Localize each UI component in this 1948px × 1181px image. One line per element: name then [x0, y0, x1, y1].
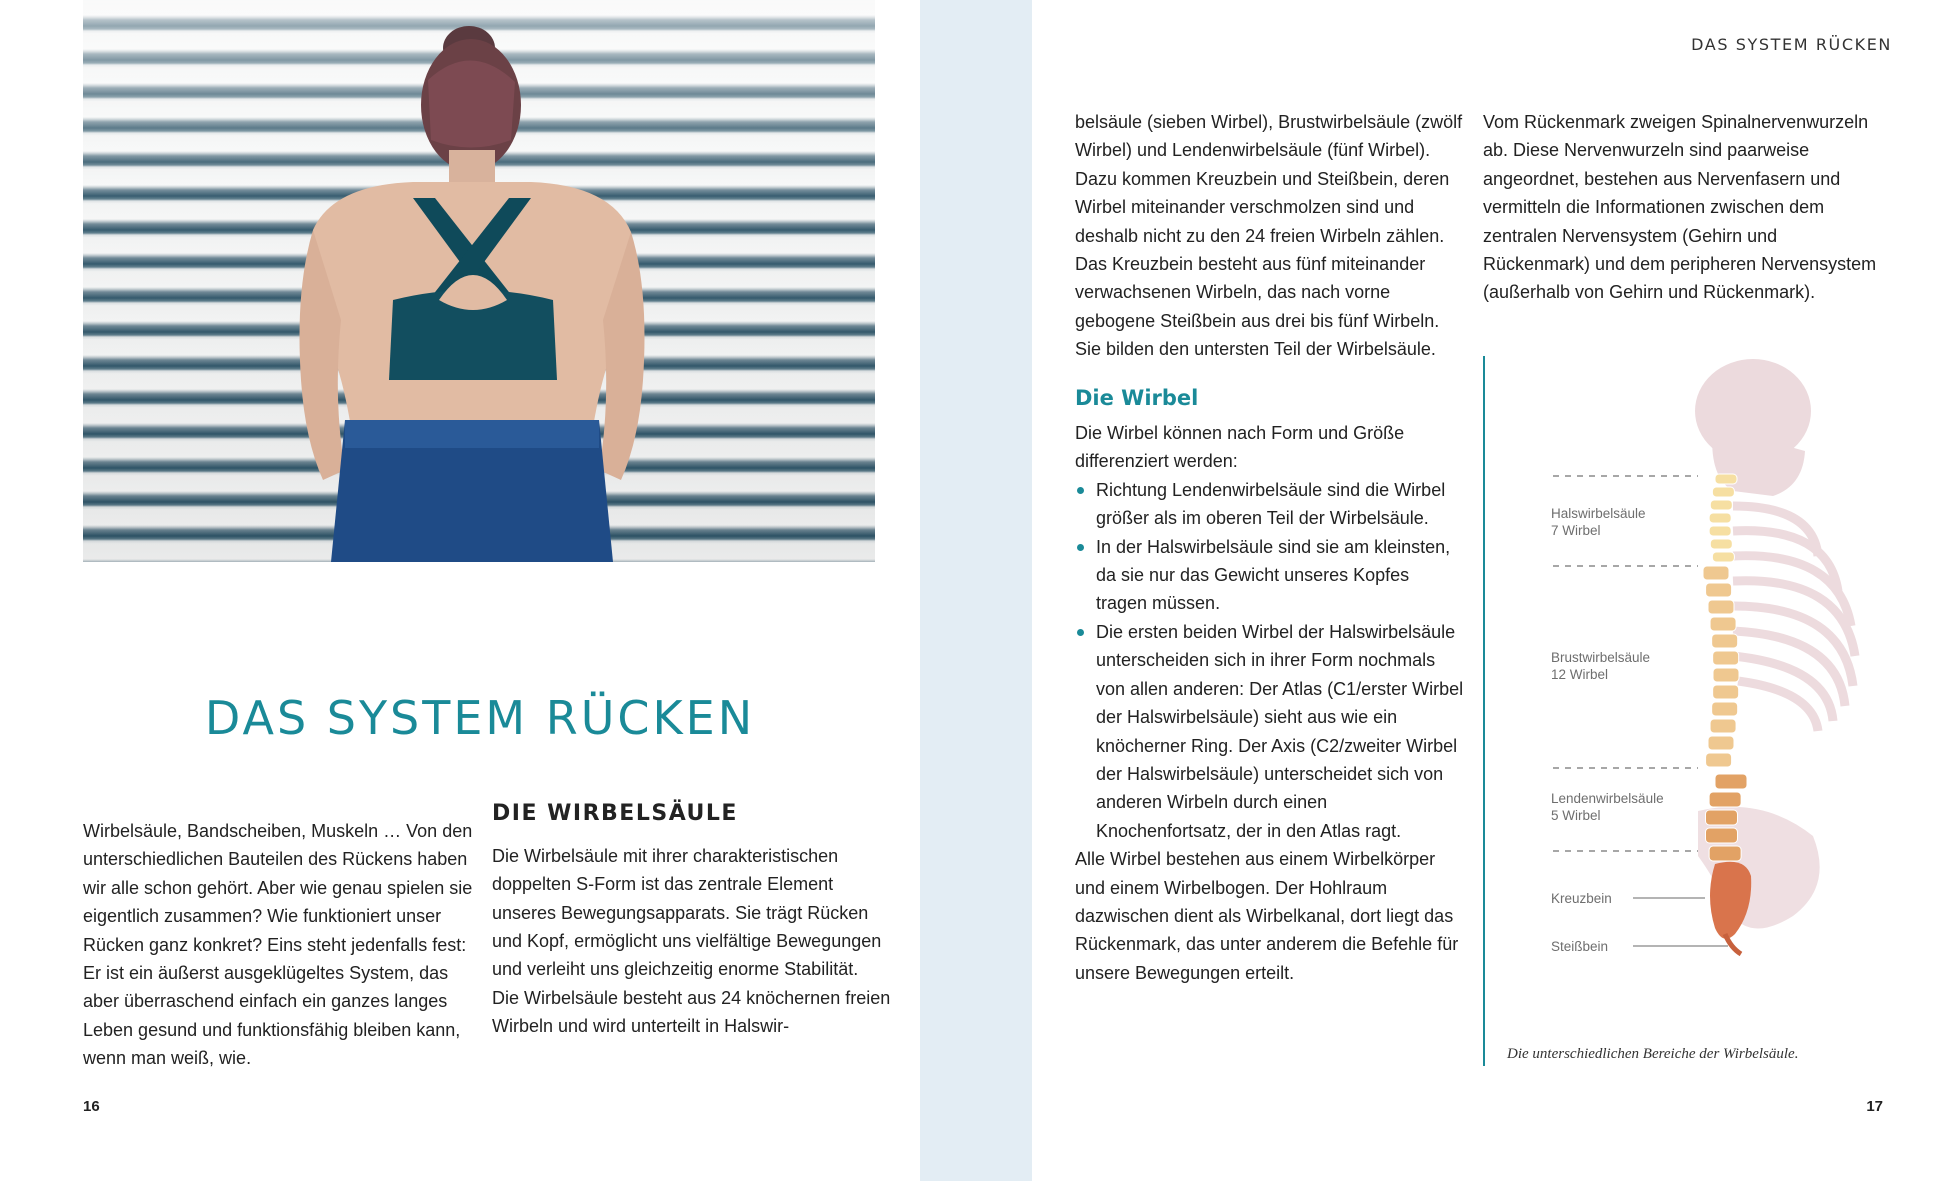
page-number-left: 16: [83, 1098, 100, 1115]
wirbel-body-paragraph: Alle Wirbel bestehen aus einem Wirbelkörper und einem Wirbelbogen. Der Hohlraum dazwischen dient als Wirbelkanal, dort liegt das Rückenmark, das unter anderem die Befehle für unsere Bewegungen erteilt.: [1075, 849, 1459, 983]
sacrum-shape: [1710, 862, 1751, 939]
label-brust-count: 12 Wirbel: [1551, 667, 1609, 682]
vertebra: [1713, 685, 1739, 699]
section-paragraph-1: Die Wirbelsäule mit ihrer charakteristischen doppelten S-Form ist das zentrale Element unseres Bewegungsapparats. Sie trägt Rücken und Kopf, ermöglicht uns vielfältige Bewegungen und verleiht uns gleichzeitig enorme Stabilität.: [492, 845, 882, 980]
bullet-list: [1075, 476, 1465, 845]
label-brust-title: Brustwirbelsäule: [1551, 650, 1651, 665]
label-hals-title: Halswirbelsäule: [1551, 506, 1646, 521]
label-halswirbelsaeule: [1551, 505, 1646, 539]
vertebra: [1709, 846, 1741, 861]
vertebra: [1703, 566, 1729, 580]
vertebra: [1705, 828, 1737, 843]
bullet-item: In der Halswirbelsäule sind sie am kleinsten, da sie nur das Gewicht unseres Kopfes tragen müssen.: [1075, 533, 1465, 618]
left-page: [0, 0, 920, 1181]
vertebra: [1705, 810, 1737, 825]
coccyx-shape: [1725, 934, 1741, 954]
bullet-item: Die ersten beiden Wirbel der Halswirbelsäule unterscheiden sich in ihrer Form nochmals von allen anderen: Der Atlas (C1/erster Wirbel der Halswirbelsäule) sieht aus wie ein knöcherner Ring. Der Axis (C2/zweiter Wirbel der Halswirbelsäule) unterscheidet sich von anderen Wirbeln durch einen Knochenfortsatz, der in den Atlas ragt.: [1075, 618, 1465, 845]
page-number-right: 17: [1866, 1098, 1883, 1115]
nerve-column: [1483, 108, 1883, 307]
continued-paragraph: belsäule (sieben Wirbel), Brustwirbelsäule (zwölf Wirbel) und Lendenwirbelsäule (fünf Wirbel). Dazu kommen Kreuzbein und Steißbein, deren Wirbel miteinander verschmolzen sind und deshalb nicht zu den 24 freien Wirbeln zählen. Das Kreuzbein besteht aus fünf miteinander verwachsenen Wirbeln, das nach vorne gebogene Steißbein aus drei bis fünf Wirbeln. Sie bilden den untersten Teil der Wirbelsäule.: [1075, 112, 1463, 360]
vertebra: [1710, 617, 1736, 631]
vertebra: [1710, 539, 1732, 549]
label-steissbein: Steißbein: [1551, 939, 1609, 954]
skull-shape: [1695, 359, 1811, 496]
vertebra: [1706, 753, 1732, 767]
vertebra: [1708, 600, 1734, 614]
vertebra: [1710, 500, 1732, 510]
vertebra: [1710, 719, 1736, 733]
chapter-title: DAS SYSTEM RÜCKEN: [204, 690, 756, 745]
intro-column: [83, 817, 473, 1073]
vertebra: [1712, 702, 1738, 716]
label-lenden-count: 5 Wirbel: [1551, 808, 1601, 823]
label-hals-count: 7 Wirbel: [1551, 523, 1601, 538]
running-head: DAS SYSTEM RÜCKEN: [1691, 35, 1892, 54]
label-kreuzbein: Kreuzbein: [1551, 891, 1612, 906]
spine-section-column: [492, 799, 892, 1041]
section-paragraph-2: Die Wirbelsäule besteht aus 24 knöchernen freien Wirbeln und wird unterteilt in Halswir-: [492, 987, 891, 1037]
vertebra: [1713, 668, 1739, 682]
spine-figure: [1483, 356, 1883, 1068]
ribcage-shape: [1733, 506, 1855, 731]
vertebra: [1712, 552, 1734, 562]
vertebra: [1709, 526, 1731, 536]
nerve-paragraph: Vom Rückenmark zweigen Spinalnervenwurzeln ab. Diese Nervenwurzeln sind paarweise angeordnet, bestehen aus Nervenfasern und vermitteln die Informationen zwischen dem zentralen Nervensystem (Gehirn und Rückenmark) und dem peripheren Nervensystem (außerhalb von Gehirn und Rückenmark).: [1483, 112, 1877, 303]
label-lenden-title: Lendenwirbelsäule: [1551, 791, 1664, 806]
vertebra: [1712, 634, 1738, 648]
label-brustwirbelsaeule: [1551, 649, 1650, 683]
vertebra: [1708, 736, 1734, 750]
vertebra: [1715, 774, 1747, 789]
wirbel-intro: Die Wirbel können nach Form und Größe differenziert werden:: [1075, 423, 1405, 472]
book-gutter: [920, 0, 1032, 1181]
label-lendenwirbelsaeule: [1551, 790, 1664, 824]
figure-caption: Die unterschiedlichen Bereiche der Wirbelsäule.: [1507, 1046, 1799, 1062]
subheading-wirbel: Die Wirbel: [1075, 385, 1199, 410]
spine-illustration: [1483, 356, 1883, 1036]
vertebra: [1713, 651, 1739, 665]
vertebrae-column: [1075, 108, 1465, 987]
vertebra: [1706, 583, 1732, 597]
intro-paragraph: Wirbelsäule, Bandscheiben, Muskeln … Von den unterschiedlichen Bauteilen des Rückens haben wir alle schon gehört. Aber wie genau spielen sie eigentlich zusammen? Wie funktioniert unser Rücken ganz konkret? Eins steht jedenfalls fest: Er ist ein äußerst ausgeklügeltes System, das aber überraschend einfach ein ganzes langes Leben gesund und funktionsfähig bleiben kann, wenn man weiß, wie.: [83, 821, 473, 1069]
vertebra: [1712, 487, 1734, 497]
woman-back-photo: [83, 0, 875, 562]
vertebra: [1715, 474, 1737, 484]
vertebra: [1709, 513, 1731, 523]
vertebra: [1709, 792, 1741, 807]
woman-figure-illustration: [83, 0, 875, 562]
section-heading: DIE WIRBELSÄULE: [492, 801, 738, 826]
bullet-item: Richtung Lendenwirbelsäule sind die Wirbel größer als im oberen Teil der Wirbelsäule.: [1075, 476, 1465, 533]
